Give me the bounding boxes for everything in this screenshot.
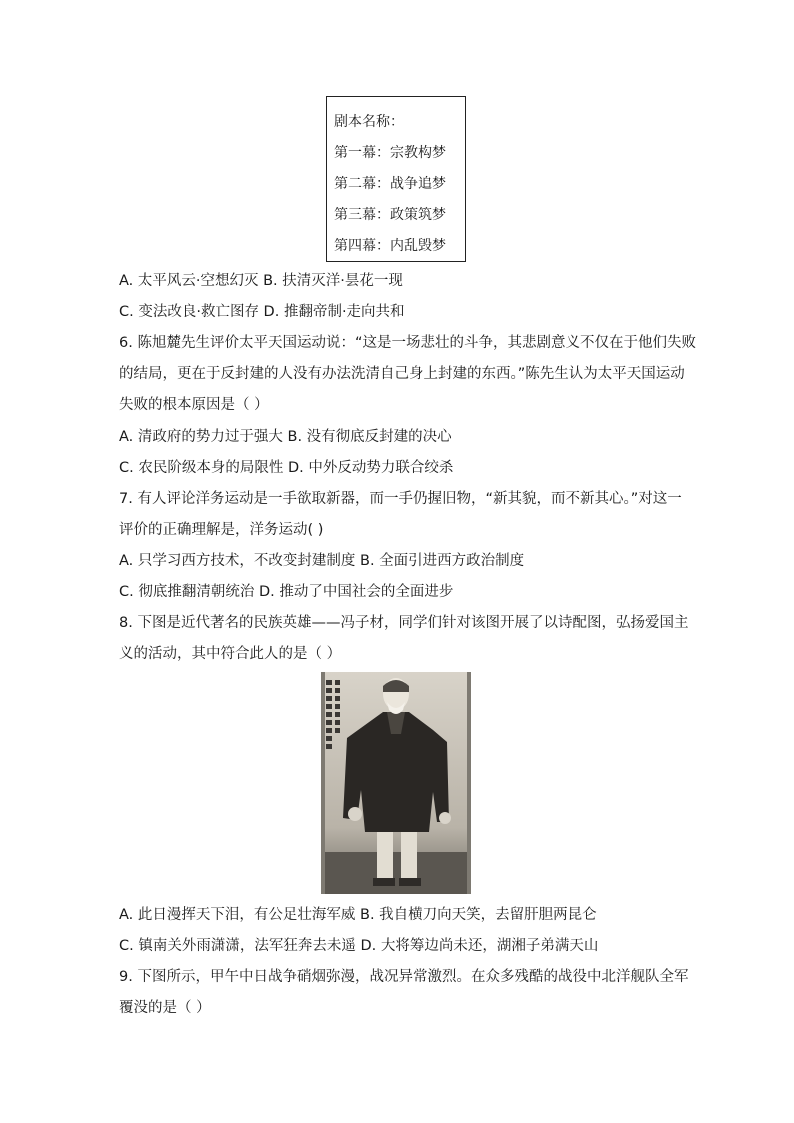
script-title-box bbox=[326, 96, 466, 262]
act-4: 第四幕：内乱毁梦 bbox=[334, 238, 446, 254]
q6-options-ab: A. 清政府的势力过于强大 B. 没有彻底反封建的决心 bbox=[119, 429, 452, 445]
q6-stem-line-2: 的结局，更在于反封建的人没有办法洗清自己身上封建的东西。”陈先生认为太平天国运动 bbox=[119, 366, 685, 382]
act-2: 第二幕：战争追梦 bbox=[334, 176, 446, 192]
act-1: 第一幕：宗教构梦 bbox=[334, 145, 446, 161]
q5-options-cd: C. 变法改良·救亡图存 D. 推翻帝制·走向共和 bbox=[119, 304, 405, 320]
q7-stem-line-2: 评价的正确理解是，洋务运动( ) bbox=[119, 522, 324, 538]
q7-stem-line-1: 7. 有人评论洋务运动是一手欲取新器，而一手仍握旧物，“新其貌，而不新其心。”对这一 bbox=[119, 491, 682, 507]
feng-zicai-portrait-photo bbox=[321, 672, 471, 894]
q8-stem-line-1: 8. 下图是近代著名的民族英雄——冯子材，同学们针对该图开展了以诗配图，弘扬爱国主 bbox=[119, 615, 689, 631]
q5-options-ab: A. 太平风云·空想幻灭 B. 扶清灭洋·昙花一现 bbox=[119, 273, 403, 289]
q9-stem-line-1: 9. 下图所示，甲午中日战争硝烟弥漫，战况异常激烈。在众多残酷的战役中北洋舰队全军 bbox=[119, 969, 689, 985]
q7-options-cd: C. 彻底推翻清朝统治 D. 推动了中国社会的全面进步 bbox=[119, 584, 454, 600]
q6-stem-line-3: 失败的根本原因是（ ） bbox=[119, 397, 269, 413]
q6-options-cd: C. 农民阶级本身的局限性 D. 中外反动势力联合绞杀 bbox=[119, 460, 454, 476]
act-3: 第三幕：政策筑梦 bbox=[334, 207, 446, 223]
q8-options-ab: A. 此日漫挥天下泪，有公足壮海军威 B. 我自横刀向天笑，去留肝胆两昆仑 bbox=[119, 907, 597, 923]
q7-options-ab: A. 只学习西方技术，不改变封建制度 B. 全面引进西方政治制度 bbox=[119, 553, 525, 569]
q9-stem-line-2: 覆没的是（ ） bbox=[119, 1000, 211, 1016]
q8-stem-line-2: 义的活动，其中符合此人的是（ ） bbox=[119, 646, 342, 662]
script-box-title: 剧本名称： bbox=[334, 114, 404, 130]
q8-options-cd: C. 镇南关外雨潇潇，法军狂奔去未遥 D. 大将筹边尚未还，湖湘子弟满天山 bbox=[119, 938, 599, 954]
q6-stem-line-1: 6. 陈旭麓先生评价太平天国运动说：“这是一场悲壮的斗争，其悲剧意义不仅在于他们失败 bbox=[119, 335, 696, 351]
